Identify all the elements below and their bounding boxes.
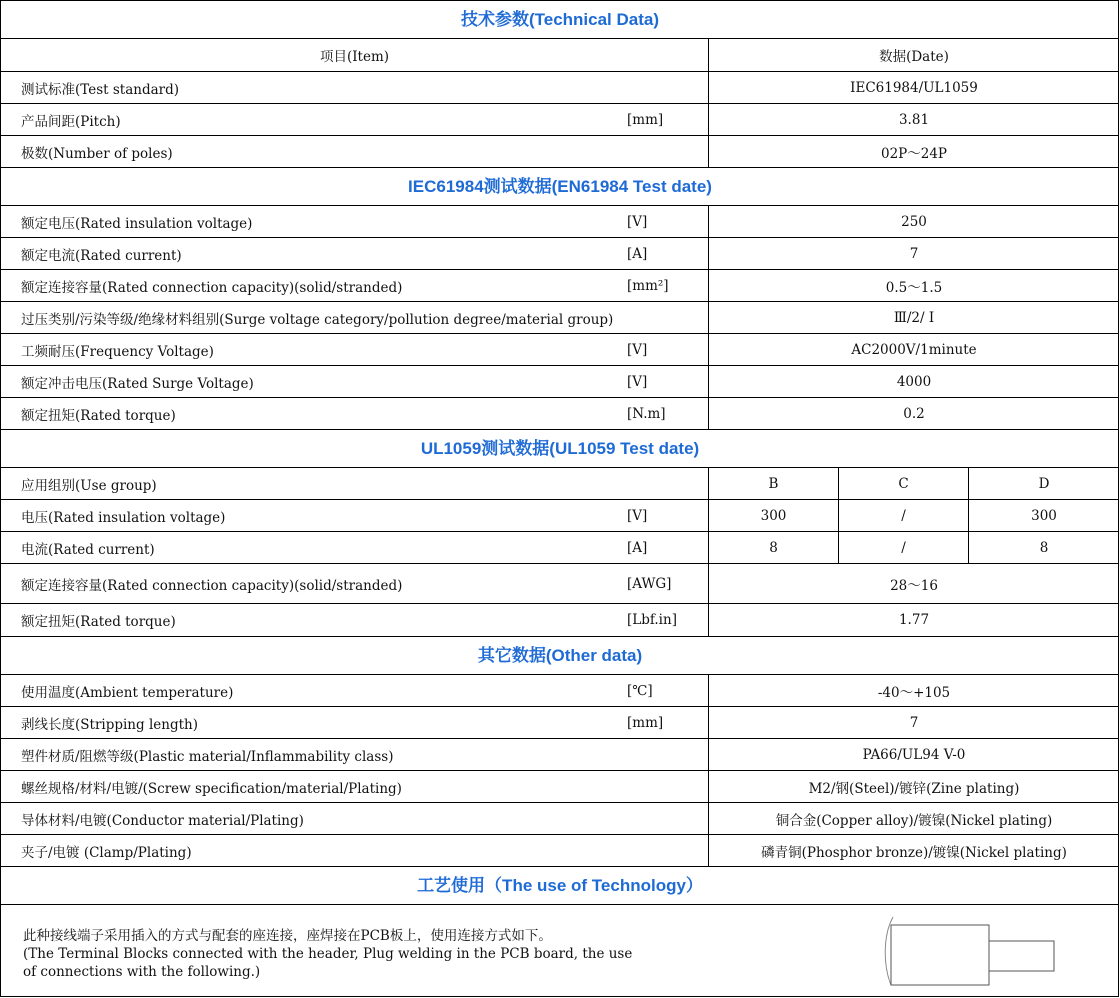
usage-line-en-1: (The Terminal Blocks connected with the header, Plug welding in the PCB board, the use (23, 946, 633, 962)
row-value: 磷青铜(Phosphor bronze)/镀镍(Nickel plating) (708, 835, 1119, 866)
group-d-value: 300 (968, 500, 1119, 531)
row-unit: [mm] (627, 111, 664, 128)
row-value: M2/钢(Steel)/镀锌(Zine plating) (708, 771, 1119, 802)
table-row (1, 803, 1119, 835)
table-row (1, 604, 1119, 637)
group-c-value: / (838, 532, 968, 563)
column-header-data: 数据(Date) (708, 39, 1119, 71)
row-value: 4000 (708, 366, 1119, 397)
row-value: Ⅲ/2/ Ⅰ (708, 302, 1119, 333)
row-unit: [A] (627, 539, 648, 556)
table-row (1, 72, 1119, 104)
row-label: 额定扭矩(Rated torque) (21, 407, 176, 424)
table-row (1, 675, 1119, 707)
row-value: 铜合金(Copper alloy)/镀镍(Nickel plating) (708, 803, 1119, 834)
usage-section (1, 905, 1119, 996)
table-row (1, 366, 1119, 398)
row-unit: [V] (627, 507, 648, 524)
row-label: 测试标准(Test standard) (21, 81, 180, 98)
group-c-value: / (838, 500, 968, 531)
row-value: AC2000V/1minute (708, 334, 1119, 365)
row-unit: [A] (627, 245, 648, 262)
row-unit: [℃] (627, 682, 653, 699)
row-label: 产品间距(Pitch) (21, 113, 121, 130)
row-label: 塑件材质/阻燃等级(Plastic material/Inflammability class) (21, 748, 394, 765)
table-row (1, 238, 1119, 270)
row-unit: [V] (627, 213, 648, 230)
row-label: 额定电压(Rated insulation voltage) (21, 215, 253, 232)
row-value: -40～+105 (708, 675, 1119, 706)
row-unit: [mm²] (627, 277, 669, 294)
table-header-row (1, 39, 1119, 72)
section-title-ul-text: UL1059测试数据(UL1059 Test date) (420, 439, 700, 458)
section-title-other-text: 其它数据(Other data) (477, 646, 643, 665)
group-b-value: 300 (708, 500, 838, 531)
table-row (1, 104, 1119, 136)
table-row (1, 136, 1119, 168)
row-label: 额定冲击电压(Rated Surge Voltage) (21, 375, 254, 392)
section-title-ul (1, 430, 1119, 468)
column-header-item: 项目(Item) (319, 49, 390, 65)
section-title-technology (1, 867, 1119, 905)
row-label: 导体材料/电镀(Conductor material/Plating) (21, 812, 304, 829)
table-row (1, 270, 1119, 302)
row-value: 0.2 (708, 398, 1119, 429)
table-row (1, 302, 1119, 334)
row-label: 额定连接容量(Rated connection capacity)(solid/stranded) (21, 279, 403, 296)
row-label: 螺丝规格/材料/电镀/(Screw specification/material/Plating) (21, 780, 402, 797)
section-title-iec-text: IEC61984测试数据(EN61984 Test date) (408, 177, 712, 196)
row-label: 额定连接容量(Rated connection capacity)(solid/stranded) (21, 577, 403, 594)
row-label: 电压(Rated insulation voltage) (21, 509, 226, 526)
usage-line-cn: 此种接线端子采用插入的方式与配套的座连接，座焊接在PCB板上，使用连接方式如下。 (23, 928, 552, 944)
section-title-other (1, 637, 1119, 675)
diagram-cut-line (885, 917, 893, 985)
table-row (1, 771, 1119, 803)
section-title-iec (1, 168, 1119, 206)
row-value: 0.5～1.5 (708, 270, 1119, 301)
table-row-use-group (1, 468, 1119, 500)
table-row (1, 532, 1119, 564)
row-label: 夹子/电镀 (Clamp/Plating) (21, 844, 192, 861)
usage-line-en-2: of connections with the following.) (23, 964, 261, 980)
table-row (1, 398, 1119, 430)
row-value: 02P～24P (708, 136, 1119, 167)
group-b-value: 8 (708, 532, 838, 563)
table-row (1, 835, 1119, 867)
row-unit: [mm] (627, 714, 664, 731)
row-label: 应用组别(Use group) (21, 477, 157, 494)
row-label: 工频耐压(Frequency Voltage) (21, 343, 214, 360)
row-label: 过压类别/污染等级/绝缘材料组别(Surge voltage category/pollution degree/material group) (21, 311, 614, 328)
row-label: 额定电流(Rated current) (21, 247, 182, 264)
table-row (1, 739, 1119, 771)
table-row (1, 334, 1119, 366)
row-value: 28～16 (708, 564, 1119, 603)
diagram-plug-block (989, 941, 1054, 971)
group-d-value: 8 (968, 532, 1119, 563)
row-unit: [V] (627, 373, 648, 390)
row-value: PA66/UL94 V-0 (708, 739, 1119, 770)
section-title-technical-text: 技术参数(Technical Data) (460, 10, 660, 29)
row-unit: [AWG] (627, 575, 672, 592)
diagram-header-block (891, 925, 989, 985)
row-value: 1.77 (708, 604, 1119, 636)
section-title-technical (1, 1, 1119, 39)
table-row (1, 564, 1119, 604)
row-label: 电流(Rated current) (21, 541, 155, 558)
row-label: 使用温度(Ambient temperature) (21, 684, 234, 701)
row-label: 极数(Number of poles) (21, 145, 173, 162)
row-value: 3.81 (708, 104, 1119, 135)
usage-description (23, 927, 632, 981)
row-value: 250 (708, 206, 1119, 237)
row-unit: [Lbf.in] (627, 612, 677, 628)
group-b-header: B (708, 468, 838, 499)
section-title-technology-text: 工艺使用（The use of Technology） (417, 876, 703, 895)
row-value: 7 (708, 707, 1119, 738)
group-d-header: D (968, 468, 1119, 499)
row-unit: [N.m] (627, 405, 666, 422)
row-unit: [V] (627, 341, 648, 358)
row-label: 剥线长度(Stripping length) (21, 716, 198, 733)
group-c-header: C (838, 468, 968, 499)
row-label: 额定扭矩(Rated torque) (21, 614, 176, 630)
table-row (1, 500, 1119, 532)
connector-diagram (881, 913, 1061, 989)
table-row (1, 707, 1119, 739)
row-value: IEC61984/UL1059 (708, 72, 1119, 103)
table-row (1, 206, 1119, 238)
row-value: 7 (708, 238, 1119, 269)
